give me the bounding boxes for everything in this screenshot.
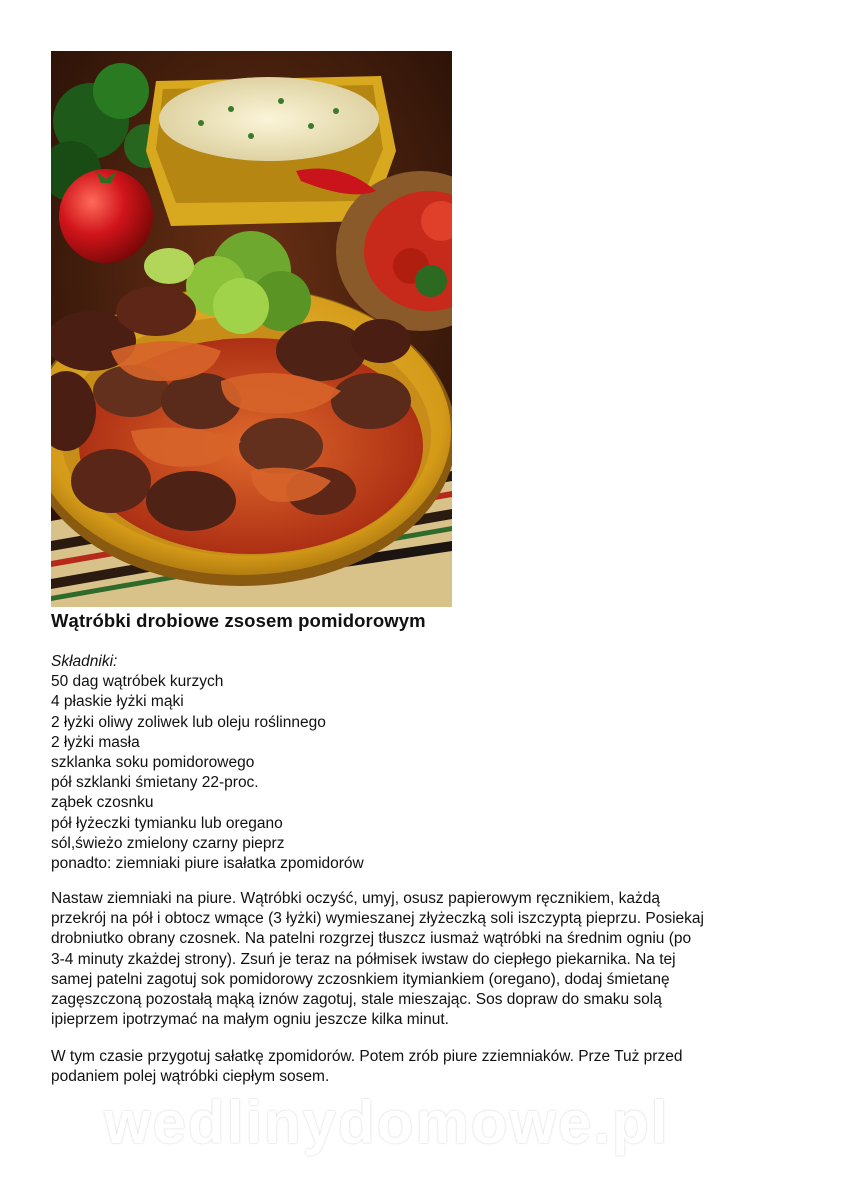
ingredient-item: pół łyżeczki tymianku lub oregano [51,814,283,832]
ingredient-item: 50 dag wątróbek kurzych [51,673,224,691]
paragraph-line: drobniutko obrany czosnek. Na patelni rozgrzej tłuszcz iusmaż wątróbki na średnim ogniu (po [51,930,692,948]
paragraph-line: zagęszczoną pozostałą mąką iznów zagotuj, stale mieszając. Sos dopraw do smaku solą [51,991,662,1009]
paragraph-line: Nastaw ziemniaki na piure. Wątróbki oczyść, umyj, osusz papierowym ręcznikiem, każdą [51,890,661,907]
paragraph-line: ipieprzem ipotrzymać na małym ogniu jeszcze kilka minut. [51,1011,449,1029]
ingredients-section [51,652,364,874]
instructions-paragraph-1 [51,889,796,1030]
ingredient-item: sól,świeżo zmielony czarny pieprz [51,834,285,852]
recipe-title: Wątróbki drobiowe zsosem pomidorowym [51,610,426,631]
paragraph-line: samej patelni zagotuj sok pomidorowy zczosnkiem itymiankiem (oregano), dodaj śmietanę [51,970,670,988]
ingredient-item: 2 łyżki masła [51,733,140,751]
dish-photo [51,51,452,607]
ingredient-item: 4 płaskie łyżki mąki [51,693,184,711]
instructions-paragraph-2 [51,1047,796,1087]
tomato [59,169,153,263]
paragraph-line: 3-4 minuty zkażdej strony). Zsuń je teraz na półmisek iwstaw do ciepłego piekarnika. Na tej [51,950,676,968]
ingredient-item: szklanka soku pomidorowego [51,754,255,772]
ingredient-item: ponadto: ziemniaki piure isałatka zpomidorów [51,855,364,873]
paragraph-line: W tym czasie przygotuj sałatkę zpomidorów. Potem zrób piure zziemniaków. Prze Tuż przed [51,1048,683,1065]
paragraph-line: podaniem polej wątróbki ciepłym sosem. [51,1068,330,1086]
ingredient-item: ząbek czosnku [51,794,154,812]
site-watermark: wedlinydomowe.pl [104,1089,670,1156]
paragraph-line: przekrój na pół i obtocz wmące (3 łyżki) wymieszanej złyżeczką soli iszczyptą pieprzu. Posiekaj [51,910,704,928]
ingredient-item: pół szklanki śmietany 22-proc. [51,774,259,792]
ingredient-item: 2 łyżki oliwy zoliwek lub oleju roślinnego [51,713,326,731]
ingredients-heading: Składniki: [51,653,118,670]
dish-photo-illustration [51,51,452,607]
